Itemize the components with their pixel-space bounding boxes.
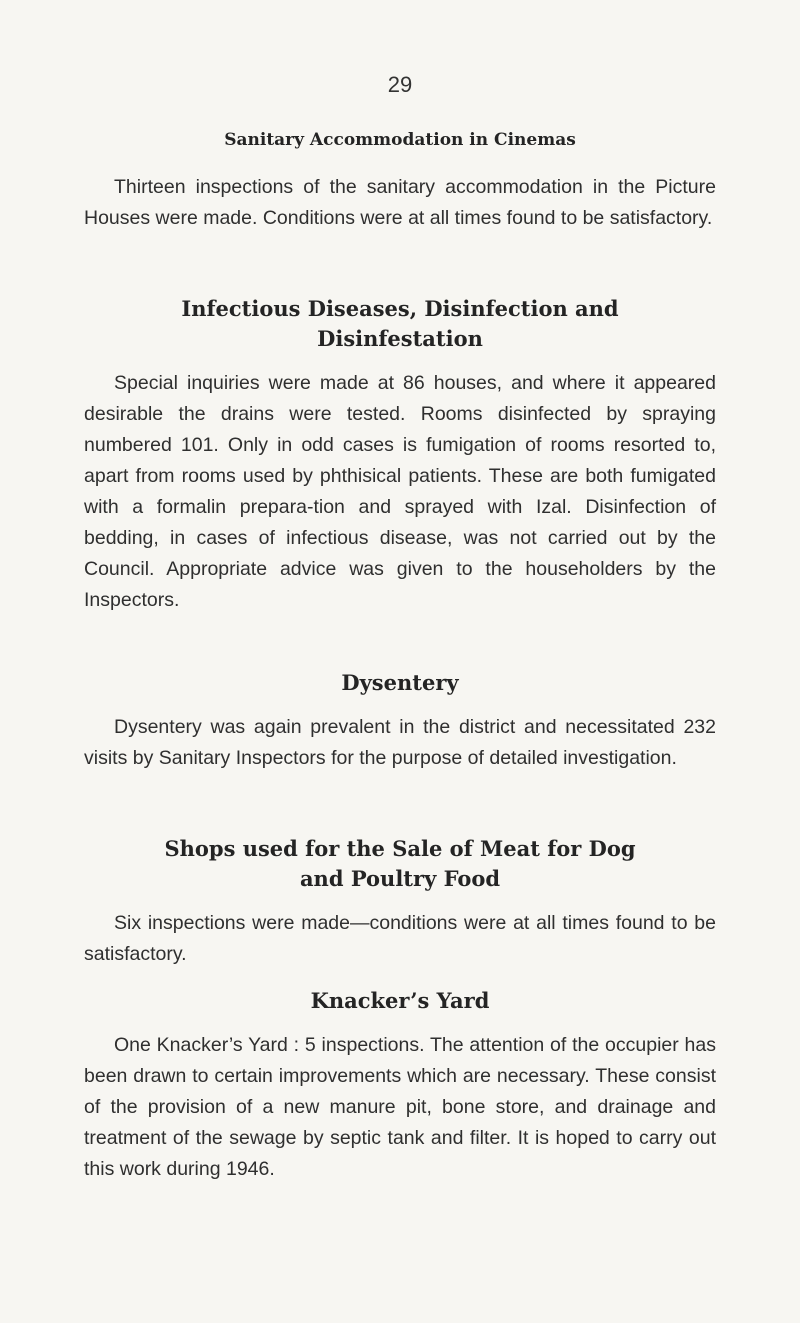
section-heading-line2: Disinfestation [317,326,483,351]
section-heading-line1: Shops used for the Sale of Meat for Dog [164,836,636,861]
section-heading: Dysentery [341,670,459,695]
section-sanitary-cinemas [84,128,716,234]
section-body: One Knacker’s Yard : 5 inspections. The attention of the occupier has been drawn to certain improvements which are necessary. These consist of the provision of a new manure pit, bone store, and drainage and treatment of the sewage by septic tank and filter. It is hoped to carry out this work during 1946. [84,1034,716,1180]
section-knackers-yard [84,986,716,1185]
section-body: Special inquiries were made at 86 houses, and where it appeared desirable the drains were tested. Rooms disinfected by spraying numbered 101. Only in odd cases is fumigation of rooms resorted to, apart from rooms used by phthisical patients. These are both fumigated with a formalin prepara-tion and sprayed with Izal. Disinfection of bedding, in cases of infectious disease, was not carried out by the Council. Appropriate advice was given to the householders by the Inspectors. [84,372,716,611]
section-dysentery [84,668,716,774]
section-body: Thirteen inspections of the sanitary accommodation in the Picture Houses were made. Conditions were at all times found to be satisfactory. [84,176,716,229]
section-body: Six inspections were made—conditions were at all times found to be satisfactory. [84,912,716,965]
section-heading: Knacker’s Yard [310,988,490,1013]
section-heading: Sanitary Accommodation in Cinemas [224,130,576,150]
section-body: Dysentery was again prevalent in the district and necessitated 232 visits by Sanitary Inspectors for the purpose of detailed investigation. [84,716,716,769]
section-heading-line1: Infectious Diseases, Disinfection and [181,296,619,321]
section-infectious-diseases [84,294,716,616]
section-heading-line2: and Poultry Food [299,866,501,891]
page-number: 29 [387,72,413,97]
section-meat-shops [84,834,716,970]
